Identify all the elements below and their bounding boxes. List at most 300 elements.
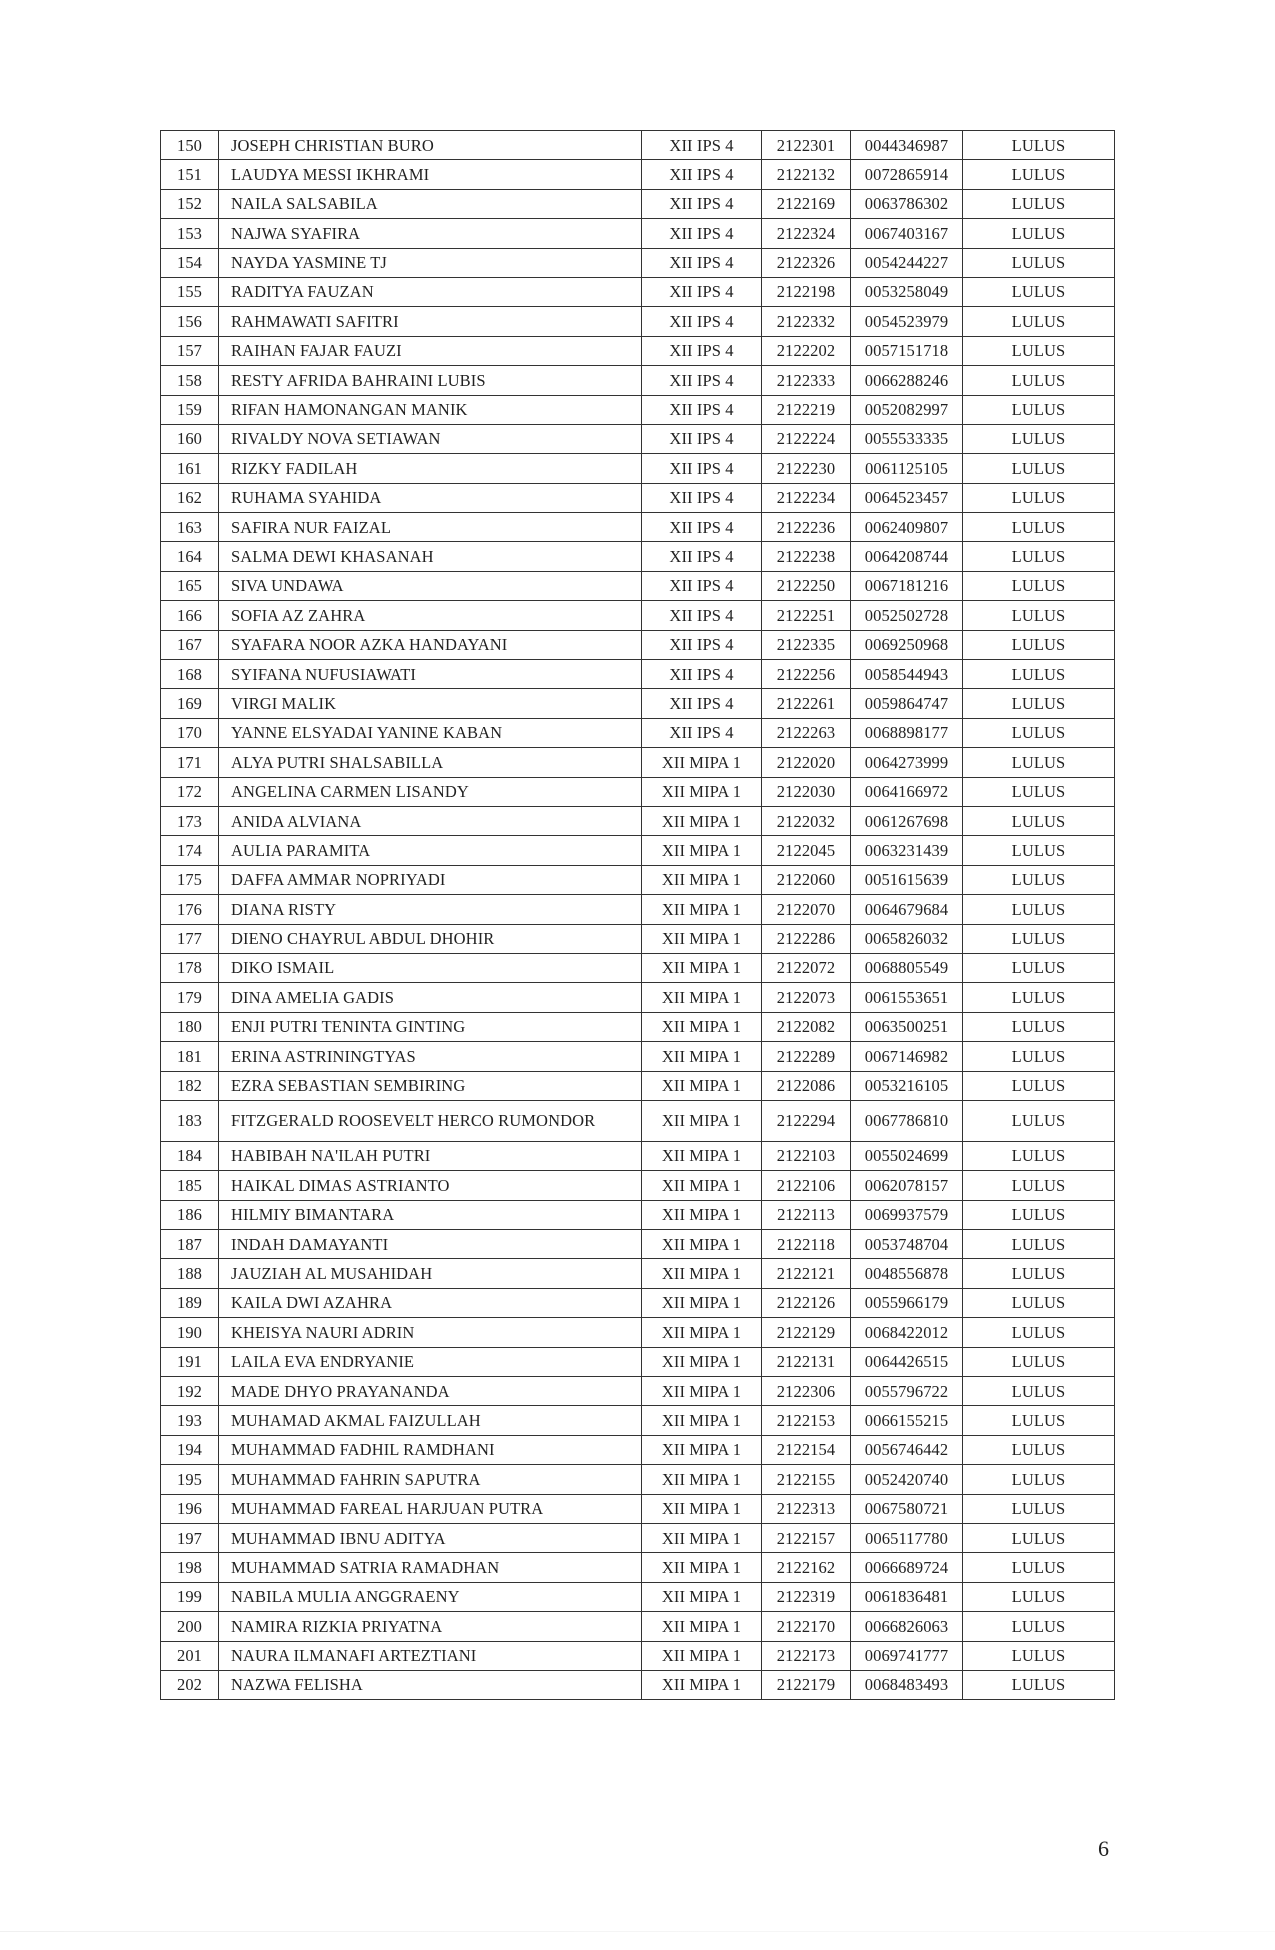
cell-status: LULUS xyxy=(963,160,1115,189)
cell-class: XII MIPA 1 xyxy=(642,1230,762,1259)
cell-status: LULUS xyxy=(963,1406,1115,1435)
cell-number: 155 xyxy=(161,277,219,306)
cell-nisn: 0062409807 xyxy=(851,513,963,542)
table-row xyxy=(161,160,1115,189)
cell-student-name: AULIA PARAMITA xyxy=(219,836,642,865)
table-row xyxy=(161,748,1115,777)
cell-number: 197 xyxy=(161,1523,219,1552)
cell-status: LULUS xyxy=(963,1259,1115,1288)
table-row xyxy=(161,1230,1115,1259)
cell-class: XII MIPA 1 xyxy=(642,1612,762,1641)
cell-status: LULUS xyxy=(963,1200,1115,1229)
cell-class: XII IPS 4 xyxy=(642,689,762,718)
cell-number: 188 xyxy=(161,1259,219,1288)
cell-nis: 2122118 xyxy=(762,1230,851,1259)
cell-status: LULUS xyxy=(963,1347,1115,1376)
cell-nis: 2122126 xyxy=(762,1288,851,1317)
cell-class: XII IPS 4 xyxy=(642,601,762,630)
cell-number: 183 xyxy=(161,1100,219,1141)
cell-student-name: MUHAMMAD IBNU ADITYA xyxy=(219,1523,642,1552)
cell-status: LULUS xyxy=(963,366,1115,395)
cell-number: 198 xyxy=(161,1553,219,1582)
cell-class: XII IPS 4 xyxy=(642,660,762,689)
cell-number: 181 xyxy=(161,1042,219,1071)
table-row xyxy=(161,1465,1115,1494)
cell-nis: 2122219 xyxy=(762,395,851,424)
cell-student-name: NAURA ILMANAFI ARTEZTIANI xyxy=(219,1641,642,1670)
table-row xyxy=(161,865,1115,894)
table-row xyxy=(161,983,1115,1012)
cell-nisn: 0068422012 xyxy=(851,1318,963,1347)
cell-nis: 2122313 xyxy=(762,1494,851,1523)
cell-status: LULUS xyxy=(963,1523,1115,1552)
table-row xyxy=(161,513,1115,542)
cell-nisn: 0051615639 xyxy=(851,865,963,894)
scan-artifact-line xyxy=(0,1931,1275,1932)
cell-nis: 2122286 xyxy=(762,924,851,953)
cell-status: LULUS xyxy=(963,777,1115,806)
cell-nisn: 0072865914 xyxy=(851,160,963,189)
table-row xyxy=(161,1012,1115,1041)
cell-student-name: ENJI PUTRI TENINTA GINTING xyxy=(219,1012,642,1041)
table-row xyxy=(161,777,1115,806)
cell-student-name: RAHMAWATI SAFITRI xyxy=(219,307,642,336)
cell-class: XII MIPA 1 xyxy=(642,924,762,953)
cell-class: XII MIPA 1 xyxy=(642,1670,762,1699)
cell-nisn: 0069741777 xyxy=(851,1641,963,1670)
cell-status: LULUS xyxy=(963,865,1115,894)
cell-student-name: KHEISYA NAURI ADRIN xyxy=(219,1318,642,1347)
cell-number: 164 xyxy=(161,542,219,571)
cell-status: LULUS xyxy=(963,1141,1115,1170)
table-row xyxy=(161,630,1115,659)
cell-status: LULUS xyxy=(963,277,1115,306)
table-row xyxy=(161,660,1115,689)
cell-number: 168 xyxy=(161,660,219,689)
cell-student-name: ANIDA ALVIANA xyxy=(219,806,642,835)
cell-student-name: DIENO CHAYRUL ABDUL DHOHIR xyxy=(219,924,642,953)
cell-class: XII MIPA 1 xyxy=(642,1377,762,1406)
cell-nis: 2122086 xyxy=(762,1071,851,1100)
cell-number: 167 xyxy=(161,630,219,659)
table-row xyxy=(161,248,1115,277)
cell-student-name: FITZGERALD ROOSEVELT HERCO RUMONDOR xyxy=(219,1100,642,1141)
cell-nisn: 0068898177 xyxy=(851,718,963,747)
cell-number: 185 xyxy=(161,1171,219,1200)
cell-status: LULUS xyxy=(963,131,1115,160)
cell-number: 187 xyxy=(161,1230,219,1259)
cell-number: 160 xyxy=(161,424,219,453)
cell-status: LULUS xyxy=(963,1012,1115,1041)
cell-nisn: 0063231439 xyxy=(851,836,963,865)
table-row xyxy=(161,953,1115,982)
table-row xyxy=(161,1523,1115,1552)
cell-student-name: HILMIY BIMANTARA xyxy=(219,1200,642,1229)
cell-class: XII MIPA 1 xyxy=(642,806,762,835)
cell-class: XII MIPA 1 xyxy=(642,1494,762,1523)
cell-class: XII MIPA 1 xyxy=(642,1141,762,1170)
cell-status: LULUS xyxy=(963,1042,1115,1071)
cell-nisn: 0053216105 xyxy=(851,1071,963,1100)
cell-nis: 2122230 xyxy=(762,454,851,483)
cell-status: LULUS xyxy=(963,248,1115,277)
cell-number: 176 xyxy=(161,895,219,924)
cell-nis: 2122113 xyxy=(762,1200,851,1229)
table-row xyxy=(161,601,1115,630)
cell-nis: 2122319 xyxy=(762,1582,851,1611)
cell-class: XII IPS 4 xyxy=(642,718,762,747)
cell-class: XII MIPA 1 xyxy=(642,1641,762,1670)
cell-nis: 2122132 xyxy=(762,160,851,189)
cell-status: LULUS xyxy=(963,1670,1115,1699)
cell-nisn: 0056746442 xyxy=(851,1435,963,1464)
cell-nisn: 0053258049 xyxy=(851,277,963,306)
table-row xyxy=(161,1406,1115,1435)
table-row xyxy=(161,718,1115,747)
cell-student-name: JOSEPH CHRISTIAN BURO xyxy=(219,131,642,160)
cell-nisn: 0052420740 xyxy=(851,1465,963,1494)
cell-nisn: 0053748704 xyxy=(851,1230,963,1259)
cell-class: XII IPS 4 xyxy=(642,366,762,395)
cell-number: 157 xyxy=(161,336,219,365)
cell-nis: 2122073 xyxy=(762,983,851,1012)
cell-student-name: SIVA UNDAWA xyxy=(219,571,642,600)
cell-nis: 2122289 xyxy=(762,1042,851,1071)
cell-nisn: 0055533335 xyxy=(851,424,963,453)
cell-number: 166 xyxy=(161,601,219,630)
cell-nis: 2122306 xyxy=(762,1377,851,1406)
table-row xyxy=(161,131,1115,160)
cell-student-name: DIANA RISTY xyxy=(219,895,642,924)
cell-nis: 2122256 xyxy=(762,660,851,689)
cell-number: 173 xyxy=(161,806,219,835)
cell-class: XII MIPA 1 xyxy=(642,1347,762,1376)
cell-nis: 2122234 xyxy=(762,483,851,512)
cell-nis: 2122129 xyxy=(762,1318,851,1347)
cell-nisn: 0067403167 xyxy=(851,219,963,248)
table-row xyxy=(161,1641,1115,1670)
cell-class: XII MIPA 1 xyxy=(642,1100,762,1141)
table-row xyxy=(161,424,1115,453)
cell-student-name: KAILA DWI AZAHRA xyxy=(219,1288,642,1317)
cell-number: 192 xyxy=(161,1377,219,1406)
cell-status: LULUS xyxy=(963,689,1115,718)
cell-class: XII MIPA 1 xyxy=(642,1523,762,1552)
table-row xyxy=(161,1141,1115,1170)
table-row xyxy=(161,1553,1115,1582)
cell-class: XII IPS 4 xyxy=(642,483,762,512)
table-row xyxy=(161,1582,1115,1611)
cell-nisn: 0055796722 xyxy=(851,1377,963,1406)
cell-status: LULUS xyxy=(963,1288,1115,1317)
cell-number: 163 xyxy=(161,513,219,542)
cell-nisn: 0064679684 xyxy=(851,895,963,924)
cell-status: LULUS xyxy=(963,836,1115,865)
cell-nisn: 0061553651 xyxy=(851,983,963,1012)
cell-student-name: HAIKAL DIMAS ASTRIANTO xyxy=(219,1171,642,1200)
cell-status: LULUS xyxy=(963,924,1115,953)
table-row xyxy=(161,1100,1115,1141)
cell-nisn: 0054523979 xyxy=(851,307,963,336)
cell-class: XII MIPA 1 xyxy=(642,1200,762,1229)
table-row xyxy=(161,1171,1115,1200)
cell-nisn: 0057151718 xyxy=(851,336,963,365)
cell-nisn: 0062078157 xyxy=(851,1171,963,1200)
cell-nisn: 0066155215 xyxy=(851,1406,963,1435)
graduation-list-table xyxy=(160,130,1115,1700)
cell-nis: 2122106 xyxy=(762,1171,851,1200)
cell-nis: 2122169 xyxy=(762,189,851,218)
cell-student-name: ERINA ASTRININGTYAS xyxy=(219,1042,642,1071)
table-row xyxy=(161,1670,1115,1699)
cell-number: 184 xyxy=(161,1141,219,1170)
cell-nisn: 0063786302 xyxy=(851,189,963,218)
table-row xyxy=(161,1494,1115,1523)
cell-nisn: 0061267698 xyxy=(851,806,963,835)
cell-student-name: MADE DHYO PRAYANANDA xyxy=(219,1377,642,1406)
cell-class: XII IPS 4 xyxy=(642,424,762,453)
cell-nisn: 0068805549 xyxy=(851,953,963,982)
cell-nis: 2122179 xyxy=(762,1670,851,1699)
cell-number: 199 xyxy=(161,1582,219,1611)
cell-number: 150 xyxy=(161,131,219,160)
table-row xyxy=(161,1042,1115,1071)
cell-nisn: 0044346987 xyxy=(851,131,963,160)
cell-class: XII MIPA 1 xyxy=(642,865,762,894)
cell-status: LULUS xyxy=(963,895,1115,924)
cell-number: 179 xyxy=(161,983,219,1012)
cell-student-name: ALYA PUTRI SHALSABILLA xyxy=(219,748,642,777)
cell-nis: 2122202 xyxy=(762,336,851,365)
table-row xyxy=(161,571,1115,600)
cell-nis: 2122333 xyxy=(762,366,851,395)
cell-student-name: RIZKY FADILAH xyxy=(219,454,642,483)
cell-number: 158 xyxy=(161,366,219,395)
table-row xyxy=(161,219,1115,248)
cell-student-name: YANNE ELSYADAI YANINE KABAN xyxy=(219,718,642,747)
cell-class: XII MIPA 1 xyxy=(642,1259,762,1288)
cell-nis: 2122121 xyxy=(762,1259,851,1288)
table-row xyxy=(161,542,1115,571)
cell-class: XII IPS 4 xyxy=(642,160,762,189)
table-row xyxy=(161,836,1115,865)
cell-student-name: LAUDYA MESSI IKHRAMI xyxy=(219,160,642,189)
cell-student-name: MUHAMMAD FAREAL HARJUAN PUTRA xyxy=(219,1494,642,1523)
cell-number: 189 xyxy=(161,1288,219,1317)
cell-nis: 2122301 xyxy=(762,131,851,160)
cell-student-name: DINA AMELIA GADIS xyxy=(219,983,642,1012)
cell-status: LULUS xyxy=(963,219,1115,248)
cell-number: 152 xyxy=(161,189,219,218)
cell-nis: 2122082 xyxy=(762,1012,851,1041)
cell-status: LULUS xyxy=(963,748,1115,777)
cell-class: XII IPS 4 xyxy=(642,277,762,306)
cell-class: XII MIPA 1 xyxy=(642,1465,762,1494)
cell-nis: 2122131 xyxy=(762,1347,851,1376)
cell-status: LULUS xyxy=(963,1494,1115,1523)
cell-class: XII IPS 4 xyxy=(642,513,762,542)
cell-class: XII IPS 4 xyxy=(642,395,762,424)
cell-class: XII MIPA 1 xyxy=(642,1071,762,1100)
cell-number: 186 xyxy=(161,1200,219,1229)
cell-nis: 2122173 xyxy=(762,1641,851,1670)
cell-number: 195 xyxy=(161,1465,219,1494)
cell-number: 169 xyxy=(161,689,219,718)
cell-number: 162 xyxy=(161,483,219,512)
cell-nis: 2122261 xyxy=(762,689,851,718)
cell-class: XII IPS 4 xyxy=(642,131,762,160)
cell-class: XII IPS 4 xyxy=(642,454,762,483)
cell-nisn: 0063500251 xyxy=(851,1012,963,1041)
cell-class: XII MIPA 1 xyxy=(642,1582,762,1611)
cell-nisn: 0067580721 xyxy=(851,1494,963,1523)
cell-nisn: 0064166972 xyxy=(851,777,963,806)
cell-number: 156 xyxy=(161,307,219,336)
cell-number: 196 xyxy=(161,1494,219,1523)
cell-status: LULUS xyxy=(963,1071,1115,1100)
cell-status: LULUS xyxy=(963,336,1115,365)
cell-student-name: SALMA DEWI KHASANAH xyxy=(219,542,642,571)
cell-nisn: 0064426515 xyxy=(851,1347,963,1376)
cell-nisn: 0055024699 xyxy=(851,1141,963,1170)
cell-number: 191 xyxy=(161,1347,219,1376)
cell-nis: 2122294 xyxy=(762,1100,851,1141)
cell-number: 180 xyxy=(161,1012,219,1041)
cell-nis: 2122326 xyxy=(762,248,851,277)
table-row xyxy=(161,454,1115,483)
cell-number: 151 xyxy=(161,160,219,189)
cell-class: XII IPS 4 xyxy=(642,571,762,600)
cell-status: LULUS xyxy=(963,395,1115,424)
cell-number: 154 xyxy=(161,248,219,277)
cell-number: 161 xyxy=(161,454,219,483)
table-row xyxy=(161,1612,1115,1641)
cell-student-name: MUHAMMAD FADHIL RAMDHANI xyxy=(219,1435,642,1464)
cell-nisn: 0066288246 xyxy=(851,366,963,395)
table-row xyxy=(161,336,1115,365)
cell-number: 201 xyxy=(161,1641,219,1670)
cell-nis: 2122060 xyxy=(762,865,851,894)
cell-number: 175 xyxy=(161,865,219,894)
cell-number: 202 xyxy=(161,1670,219,1699)
cell-status: LULUS xyxy=(963,630,1115,659)
cell-nis: 2122250 xyxy=(762,571,851,600)
cell-nis: 2122032 xyxy=(762,806,851,835)
cell-student-name: JAUZIAH AL MUSAHIDAH xyxy=(219,1259,642,1288)
cell-number: 172 xyxy=(161,777,219,806)
cell-class: XII MIPA 1 xyxy=(642,895,762,924)
cell-number: 190 xyxy=(161,1318,219,1347)
cell-status: LULUS xyxy=(963,806,1115,835)
cell-status: LULUS xyxy=(963,1100,1115,1141)
table-row xyxy=(161,1259,1115,1288)
cell-nisn: 0068483493 xyxy=(851,1670,963,1699)
cell-class: XII MIPA 1 xyxy=(642,1288,762,1317)
cell-class: XII IPS 4 xyxy=(642,542,762,571)
cell-nisn: 0058544943 xyxy=(851,660,963,689)
cell-number: 174 xyxy=(161,836,219,865)
cell-nis: 2122153 xyxy=(762,1406,851,1435)
cell-class: XII IPS 4 xyxy=(642,307,762,336)
cell-student-name: MUHAMAD AKMAL FAIZULLAH xyxy=(219,1406,642,1435)
cell-nis: 2122103 xyxy=(762,1141,851,1170)
cell-number: 177 xyxy=(161,924,219,953)
table-row xyxy=(161,1200,1115,1229)
table-row xyxy=(161,1318,1115,1347)
cell-number: 178 xyxy=(161,953,219,982)
table-row xyxy=(161,1377,1115,1406)
table-row xyxy=(161,806,1115,835)
cell-nisn: 0054244227 xyxy=(851,248,963,277)
cell-nis: 2122335 xyxy=(762,630,851,659)
cell-status: LULUS xyxy=(963,1230,1115,1259)
cell-status: LULUS xyxy=(963,424,1115,453)
cell-nisn: 0065826032 xyxy=(851,924,963,953)
cell-class: XII MIPA 1 xyxy=(642,953,762,982)
cell-nis: 2122236 xyxy=(762,513,851,542)
cell-class: XII IPS 4 xyxy=(642,248,762,277)
cell-nis: 2122162 xyxy=(762,1553,851,1582)
table-row xyxy=(161,1071,1115,1100)
cell-nis: 2122251 xyxy=(762,601,851,630)
table-row xyxy=(161,895,1115,924)
cell-student-name: ANGELINA CARMEN LISANDY xyxy=(219,777,642,806)
cell-nis: 2122157 xyxy=(762,1523,851,1552)
cell-nis: 2122072 xyxy=(762,953,851,982)
cell-number: 170 xyxy=(161,718,219,747)
cell-nisn: 0055966179 xyxy=(851,1288,963,1317)
cell-class: XII MIPA 1 xyxy=(642,1318,762,1347)
cell-nis: 2122045 xyxy=(762,836,851,865)
cell-nisn: 0065117780 xyxy=(851,1523,963,1552)
cell-class: XII MIPA 1 xyxy=(642,1012,762,1041)
cell-nisn: 0069250968 xyxy=(851,630,963,659)
table-body xyxy=(161,131,1115,1700)
cell-student-name: LAILA EVA ENDRYANIE xyxy=(219,1347,642,1376)
cell-nisn: 0052502728 xyxy=(851,601,963,630)
cell-status: LULUS xyxy=(963,1171,1115,1200)
cell-student-name: NABILA MULIA ANGGRAENY xyxy=(219,1582,642,1611)
cell-number: 159 xyxy=(161,395,219,424)
table-row xyxy=(161,924,1115,953)
cell-student-name: INDAH DAMAYANTI xyxy=(219,1230,642,1259)
cell-nis: 2122020 xyxy=(762,748,851,777)
cell-status: LULUS xyxy=(963,1641,1115,1670)
cell-number: 200 xyxy=(161,1612,219,1641)
table-row xyxy=(161,1347,1115,1376)
cell-class: XII MIPA 1 xyxy=(642,983,762,1012)
cell-class: XII IPS 4 xyxy=(642,336,762,365)
cell-nis: 2122263 xyxy=(762,718,851,747)
cell-status: LULUS xyxy=(963,660,1115,689)
cell-nisn: 0061125105 xyxy=(851,454,963,483)
cell-student-name: HABIBAH NA'ILAH PUTRI xyxy=(219,1141,642,1170)
cell-student-name: DAFFA AMMAR NOPRIYADI xyxy=(219,865,642,894)
cell-student-name: NAILA SALSABILA xyxy=(219,189,642,218)
table-row xyxy=(161,1288,1115,1317)
cell-class: XII IPS 4 xyxy=(642,189,762,218)
cell-number: 193 xyxy=(161,1406,219,1435)
table-row xyxy=(161,307,1115,336)
cell-nis: 2122070 xyxy=(762,895,851,924)
cell-status: LULUS xyxy=(963,1582,1115,1611)
cell-nisn: 0066689724 xyxy=(851,1553,963,1582)
table-row xyxy=(161,483,1115,512)
cell-nisn: 0069937579 xyxy=(851,1200,963,1229)
cell-nis: 2122332 xyxy=(762,307,851,336)
cell-status: LULUS xyxy=(963,953,1115,982)
cell-student-name: RAIHAN FAJAR FAUZI xyxy=(219,336,642,365)
